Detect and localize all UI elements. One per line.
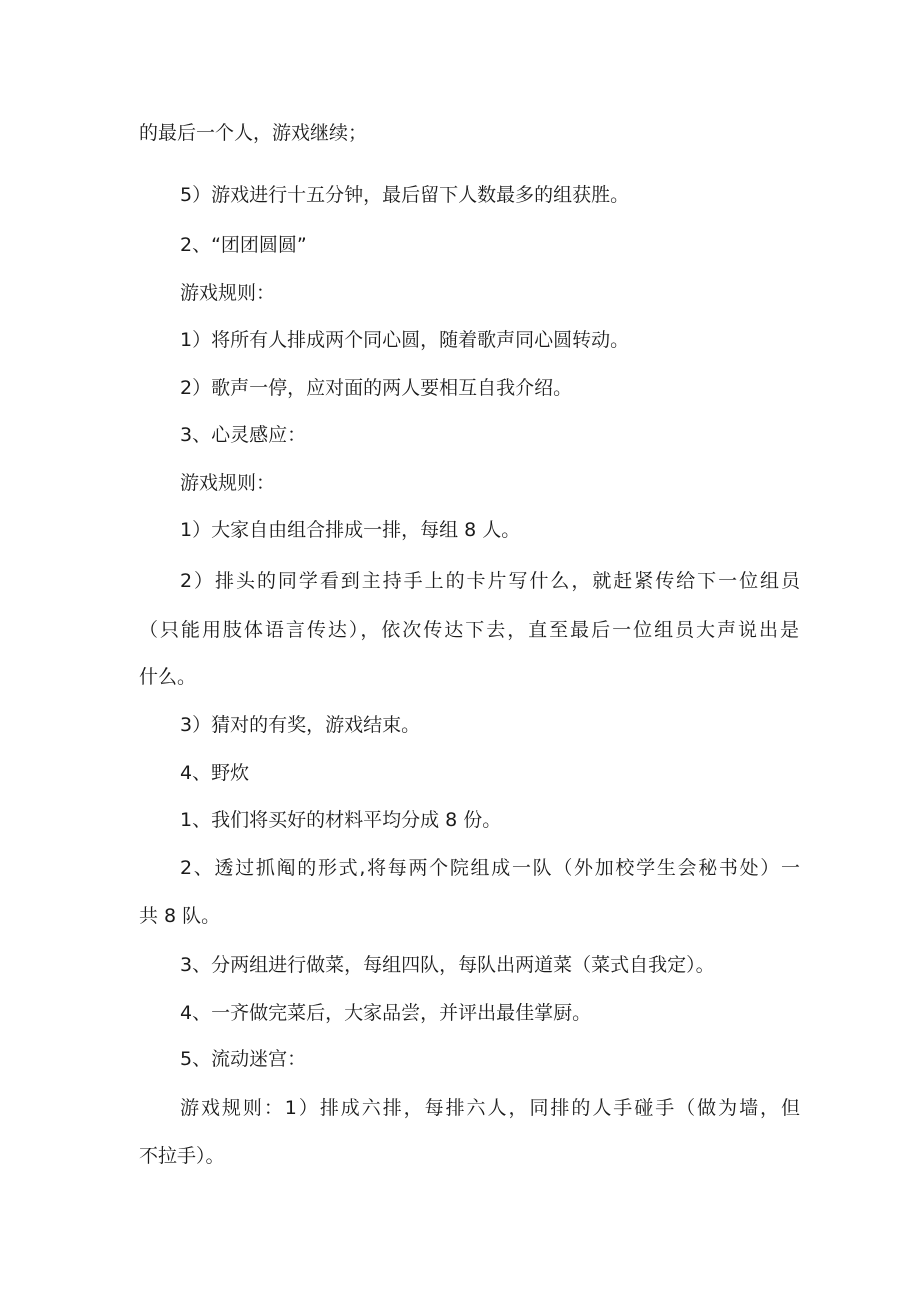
text-line: 共 8 队。 xyxy=(139,905,221,927)
text-line: 的最后一个人，游戏继续； xyxy=(139,122,368,144)
text-line: 游戏规则： xyxy=(180,282,276,304)
section-heading: 2、“团团圆圆” xyxy=(180,234,307,256)
section-heading: 5、流动迷宫： xyxy=(180,1048,307,1070)
text-line: 1、我们将买好的材料平均分成 8 份。 xyxy=(180,809,502,831)
text-line: 2）歌声一停，应对面的两人要相互自我介绍。 xyxy=(180,377,573,399)
text-line: 什么。 xyxy=(139,666,197,688)
text-line: 3、分两组进行做菜，每组四队，每队出两道菜（菜式自我定）。 xyxy=(180,954,715,976)
text-line: 5）游戏进行十五分钟，最后留下人数最多的组获胜。 xyxy=(180,184,630,206)
section-heading: 4、野炊 xyxy=(180,762,250,784)
text-line: 4、一齐做完菜后，大家品尝，并评出最佳掌厨。 xyxy=(180,1002,592,1024)
text-line: 不拉手）。 xyxy=(139,1145,225,1167)
text-line: 游戏规则： xyxy=(180,472,276,494)
text-line: 3）猜对的有奖，游戏结束。 xyxy=(180,714,421,736)
text-line: 游戏规则：1）排成六排，每排六人，同排的人手碰手（做为墙，但 xyxy=(180,1097,800,1119)
section-heading: 3、心灵感应： xyxy=(180,424,307,446)
text-line: 2、透过抓阄的形式,将每两个院组成一队（外加校学生会秘书处）一 xyxy=(180,857,800,879)
text-line: （只能用肢体语言传达），依次传达下去，直至最后一位组员大声说出是 xyxy=(139,619,799,641)
text-line: 2）排头的同学看到主持手上的卡片写什么，就赶紧传给下一位组员 xyxy=(180,570,800,592)
text-line: 1）将所有人排成两个同心圆，随着歌声同心圆转动。 xyxy=(180,329,630,351)
text-line: 1）大家自由组合排成一排，每组 8 人。 xyxy=(180,519,521,541)
